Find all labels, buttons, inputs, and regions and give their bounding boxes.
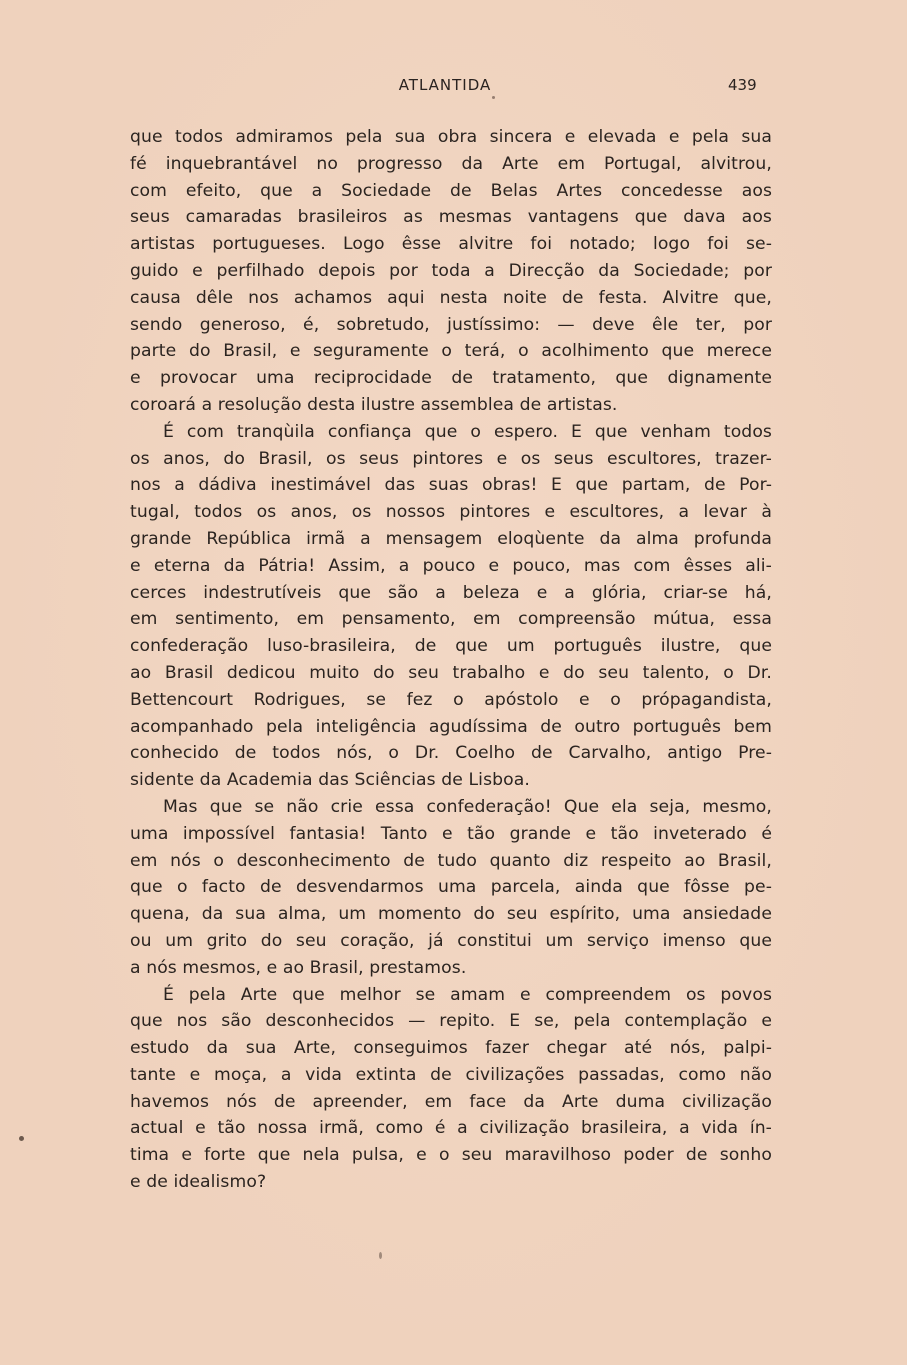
paragraph [130, 124, 772, 419]
text-line: É pela Arte que melhor se amam e compreendem os povos [163, 984, 772, 1005]
text-line: com efeito, que a Sociedade de Belas Artes concedesse aos [130, 180, 772, 201]
paragraph [130, 982, 772, 1196]
text-line: actual e tão nossa irmã, como é a civilização brasileira, a vida ín- [130, 1118, 772, 1139]
text-line: em sentimento, em pensamento, em compreensão mútua, essa [130, 609, 772, 630]
text-line: e de idealismo? [130, 1172, 267, 1193]
text-line: fé inquebrantável no progresso da Arte em Portugal, alvitrou, [130, 153, 772, 174]
text-line: acompanhado pela inteligência agudíssima de outro português bem [130, 716, 772, 737]
text-line: Bettencourt Rodrigues, se fez o apóstolo e o própagandista, [130, 689, 772, 710]
text-line: a nós mesmos, e ao Brasil, prestamos. [130, 957, 467, 978]
text-line: parte do Brasil, e seguramente o terá, o acolhimento que merece [130, 341, 772, 362]
running-head [0, 76, 907, 100]
text-line: e eterna da Pátria! Assim, a pouco e pouco, mas com êsses ali- [130, 555, 772, 576]
text-line: sidente da Academia das Sciências de Lisboa. [130, 770, 530, 791]
text-line: quena, da sua alma, um momento do seu espírito, uma ansiedade [130, 904, 772, 925]
text-line: seus camaradas brasileiros as mesmas vantagens que dava aos [130, 207, 772, 228]
body-text [130, 124, 772, 1196]
text-line: É com tranqùila confiança que o espero. E que venham todos [163, 421, 772, 442]
text-line: e provocar uma reciprocidade de tratamento, que dignamente [130, 368, 772, 389]
text-line: sendo generoso, é, sobretudo, justíssimo: — deve êle ter, por [130, 314, 772, 335]
text-line: que nos são desconhecidos — repito. E se, pela contemplação e [130, 1011, 772, 1032]
paper-speck [492, 96, 495, 99]
text-line: nos a dádiva inestimável das suas obras! E que partam, de Por- [130, 475, 772, 496]
text-line: artistas portugueses. Logo êsse alvitre foi notado; logo foi se- [130, 234, 772, 255]
text-line: os anos, do Brasil, os seus pintores e os seus escultores, trazer- [130, 448, 772, 469]
text-line: estudo da sua Arte, conseguimos fazer chegar até nós, palpi- [130, 1038, 772, 1059]
text-line: ao Brasil dedicou muito do seu trabalho e do seu talento, o Dr. [130, 662, 772, 683]
text-line: cerces indestrutíveis que são a beleza e a glória, criar-se há, [130, 582, 772, 603]
text-line: grande República irmã a mensagem eloqùente da alma profunda [130, 528, 772, 549]
text-line: que o facto de desvendarmos uma parcela, ainda que fôsse pe- [130, 877, 772, 898]
text-line: que todos admiramos pela sua obra sincera e elevada e pela sua [130, 127, 772, 147]
text-line: Mas que se não crie essa confederação! Que ela seja, mesmo, [163, 796, 772, 817]
paper-speck [19, 1136, 24, 1141]
text-line: conhecido de todos nós, o Dr. Coelho de Carvalho, antigo Pre- [130, 743, 772, 764]
text-line: confederação luso-brasileira, de que um português ilustre, que [130, 636, 772, 657]
text-line: tima e forte que nela pulsa, e o seu maravilhoso poder de sonho [130, 1145, 772, 1166]
page-number: 439 [728, 76, 757, 94]
text-line: guido e perfilhado depois por toda a Direcção da Sociedade; por [130, 260, 772, 281]
text-line: tugal, todos os anos, os nossos pintores e escultores, a levar à [130, 502, 772, 523]
text-line: ou um grito do seu coração, já constitui um serviço imenso que [130, 930, 772, 951]
text-line: causa dêle nos achamos aqui nesta noite de festa. Alvitre que, [130, 287, 772, 308]
text-line: coroará a resolução desta ilustre assemblea de artistas. [130, 394, 618, 415]
paragraph [130, 419, 772, 794]
text-line: havemos nós de apreender, em face da Arte duma civilização [130, 1091, 772, 1112]
text-line: em nós o desconhecimento de tudo quanto diz respeito ao Brasil, [130, 850, 772, 871]
paper-speck [379, 1252, 382, 1259]
text-line: tante e moça, a vida extinta de civilizações passadas, como não [130, 1064, 772, 1085]
text-line: uma impossível fantasia! Tanto e tão grande e tão inveterado é [130, 823, 772, 844]
header-title: ATLANTIDA [398, 76, 492, 94]
paragraph [130, 794, 772, 982]
